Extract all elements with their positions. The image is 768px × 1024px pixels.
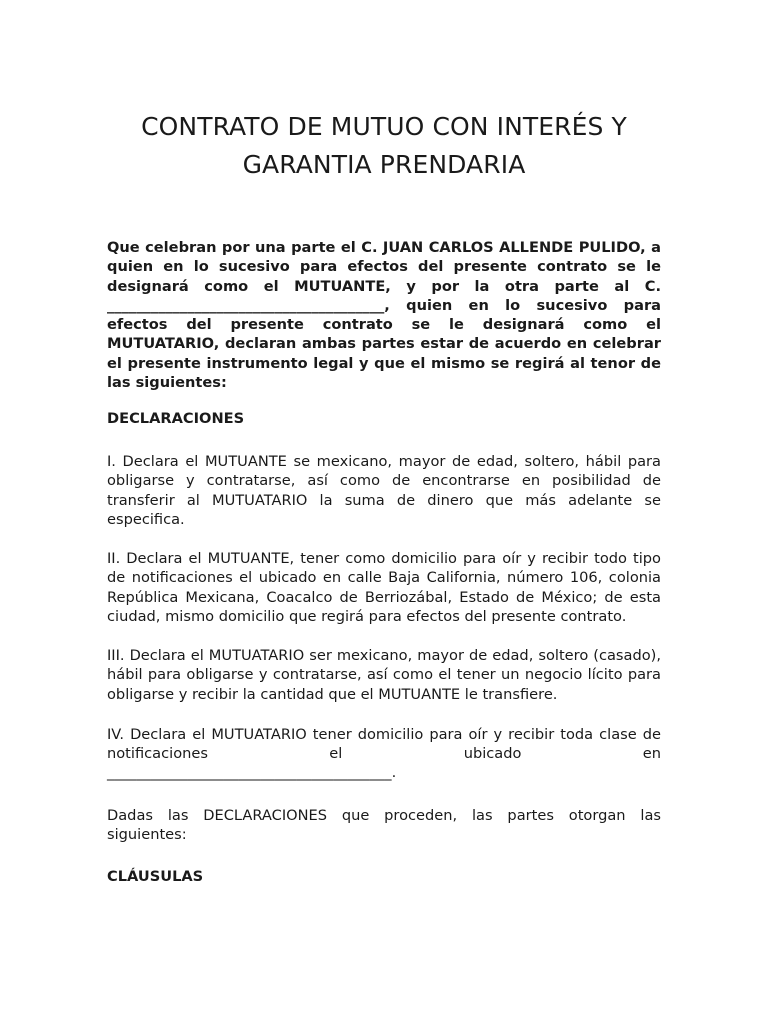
title-line-2: GARANTIA PRENDARIA (242, 150, 526, 179)
declaracion-4: IV. Declara el MUTUATARIO tener domicilio para oír y recibir toda clase de notificaciones el ubicado en (107, 726, 661, 763)
declaraciones-heading: DECLARACIONES (107, 410, 245, 427)
declaracion-3: III. Declara el MUTUATARIO ser mexicano, mayor de edad, soltero (casado), hábil para obligarse y contratarse, así como el tener un negocio lícito para obligarse y recibir la cantidad que el MUTUANTE le transfiere. (107, 647, 661, 703)
clausulas-heading: CLÁUSULAS (107, 868, 204, 885)
declaracion-1: I. Declara el MUTUANTE se mexicano, mayor de edad, soltero, hábil para obligarse y contratarse, así como de encontrarse en posibilidad de transferir al MUTUATARIO la suma de dinero que más adelante se especifica. (107, 453, 661, 528)
document-title (67, 108, 701, 184)
title-line-1: CONTRATO DE MUTUO CON INTERÉS Y (141, 112, 627, 141)
intro-paragraph: Que celebran por una parte el C. JUAN CARLOS ALLENDE PULIDO, a quien en lo sucesivo para efectos del presente contrato se le designará como el MUTUANTE, y por la otra parte al C. ______________________________________, quien en lo sucesivo para efectos del presente contrato se le designará como el MUTUATARIO, declaran ambas partes estar de acuerdo en celebrar el presente instrumento legal y que el mismo se regirá al tenor de las siguientes: (107, 239, 661, 392)
dadas-paragraph: Dadas las DECLARACIONES que proceden, las partes otorgan las siguientes: (107, 807, 661, 844)
declaracion-2: II. Declara el MUTUANTE, tener como domicilio para oír y recibir todo tipo de notificaciones el ubicado en calle Baja California, número 106, colonia República Mexicana, Coacalco de Berriozábal, Estado de México; de esta ciudad, mismo domicilio que regirá para efectos del presente contrato. (107, 550, 661, 625)
declaracion-4-blank: _______________________________________. (107, 764, 397, 781)
